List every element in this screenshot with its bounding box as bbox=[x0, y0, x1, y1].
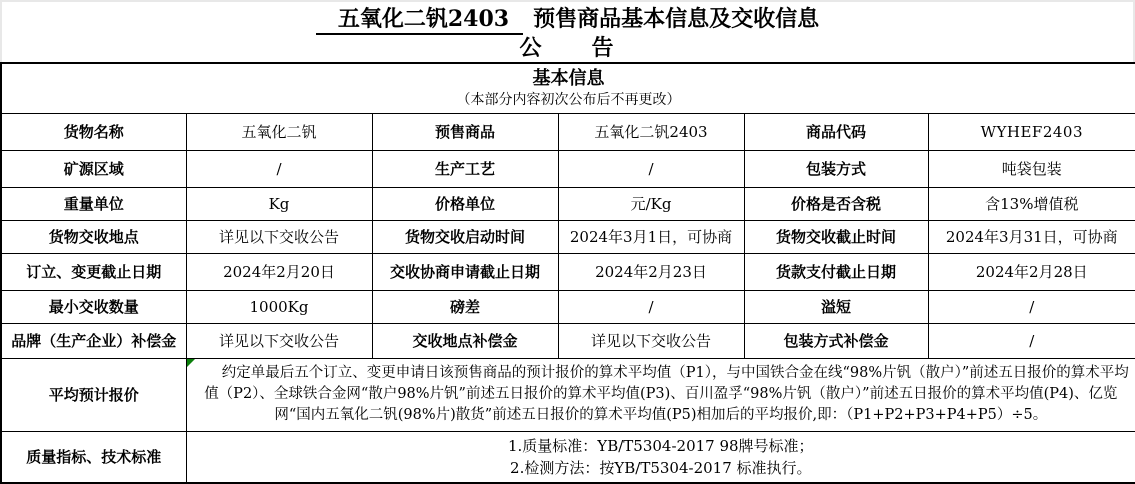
avg-quote-label: 平均预计报价 bbox=[1, 358, 186, 431]
table-row bbox=[1, 220, 1135, 253]
label-cell: 货款支付截止日期 bbox=[744, 253, 928, 290]
label-cell: 货物名称 bbox=[1, 113, 186, 150]
label-cell: 货物交收截止时间 bbox=[744, 220, 928, 253]
quality-cell bbox=[186, 431, 1135, 483]
table-row bbox=[1, 253, 1135, 290]
label-cell: 商品代码 bbox=[744, 113, 928, 150]
label-cell: 重量单位 bbox=[1, 187, 186, 220]
value-cell: 详见以下交收公告 bbox=[186, 323, 372, 358]
value-cell: / bbox=[186, 150, 372, 187]
value-cell: 2024年3月31日，可协商 bbox=[928, 220, 1135, 253]
section-header-row bbox=[1, 63, 1135, 113]
table-row bbox=[1, 323, 1135, 358]
value-cell: 含13%增值税 bbox=[928, 187, 1135, 220]
value-cell: 详见以下交收公告 bbox=[558, 323, 744, 358]
label-cell: 磅差 bbox=[372, 290, 558, 323]
section-note: （本部分内容初次公布后不再更改） bbox=[456, 92, 681, 109]
label-cell: 订立、变更截止日期 bbox=[1, 253, 186, 290]
avg-quote-cell bbox=[186, 358, 1135, 431]
quality-line-1: 1.质量标准：YB/T5304-2017 98牌号标准； bbox=[507, 436, 814, 455]
excel-error-marker-icon bbox=[187, 359, 195, 367]
value-cell: 2024年2月20日 bbox=[186, 253, 372, 290]
quality-label: 质量指标、技术标准 bbox=[1, 431, 186, 483]
label-cell: 包装方式 bbox=[744, 150, 928, 187]
value-cell: Kg bbox=[186, 187, 372, 220]
section-header-cell bbox=[1, 63, 1135, 113]
label-cell: 货物交收启动时间 bbox=[372, 220, 558, 253]
value-cell: 详见以下交收公告 bbox=[186, 220, 372, 253]
quality-row bbox=[1, 431, 1135, 483]
title-line2: 公 告 bbox=[519, 35, 616, 61]
value-cell: 1000Kg bbox=[186, 290, 372, 323]
page-title bbox=[0, 0, 1135, 62]
table-row bbox=[1, 187, 1135, 220]
value-cell: 2024年2月23日 bbox=[558, 253, 744, 290]
value-cell: 五氧化二钒 bbox=[186, 113, 372, 150]
value-cell: 2024年2月28日 bbox=[928, 253, 1135, 290]
value-cell: / bbox=[928, 323, 1135, 358]
label-cell: 交收地点补偿金 bbox=[372, 323, 558, 358]
value-cell: 2024年3月1日，可协商 bbox=[558, 220, 744, 253]
section-title: 基本信息 bbox=[532, 68, 605, 90]
label-cell: 溢短 bbox=[744, 290, 928, 323]
title-product-code: 五氧化二钒2403 bbox=[316, 6, 523, 35]
value-cell: / bbox=[928, 290, 1135, 323]
label-cell: 价格单位 bbox=[372, 187, 558, 220]
value-cell: 元/Kg bbox=[558, 187, 744, 220]
avg-quote-row bbox=[1, 358, 1135, 431]
table-row bbox=[1, 150, 1135, 187]
label-cell: 预售商品 bbox=[372, 113, 558, 150]
value-cell: WYHEF2403 bbox=[928, 113, 1135, 150]
table-row bbox=[1, 290, 1135, 323]
basic-info-table bbox=[0, 62, 1135, 484]
label-cell: 货物交收地点 bbox=[1, 220, 186, 253]
label-cell: 矿源区域 bbox=[1, 150, 186, 187]
quality-line-2: 2.检测方法：按YB/T5304-2017 标准执行。 bbox=[510, 458, 812, 477]
value-cell: 吨袋包装 bbox=[928, 150, 1135, 187]
value-cell: 五氧化二钒2403 bbox=[558, 113, 744, 150]
label-cell: 最小交收数量 bbox=[1, 290, 186, 323]
avg-quote-text: 约定单最后五个订立、变更申请日该预售商品的预计报价的算术平均值（P1），与中国铁合金在线“98%片钒（散户）”前述五日报价的算术平均值（P2）、全球铁合金网“散户98%片钒”前述五日报价的算术平均值(P3)、百川盈孚“98%片钒（散户）”前述五日报价的算术平均值(P4)、亿览网“国内五氧化二钒(98%片)散货”前述五日报价的算术平均值(P5)相加后的平均报价,即：（P1+P2+P3+P4+P5）÷5。 bbox=[204, 365, 1129, 423]
label-cell: 包装方式补偿金 bbox=[744, 323, 928, 358]
value-cell: / bbox=[558, 150, 744, 187]
value-cell: / bbox=[558, 290, 744, 323]
label-cell: 价格是否含税 bbox=[744, 187, 928, 220]
label-cell: 品牌（生产企业）补偿金 bbox=[1, 323, 186, 358]
title-line1-rest: 预售商品基本信息及交收信息 bbox=[533, 6, 820, 32]
label-cell: 生产工艺 bbox=[372, 150, 558, 187]
title-line1 bbox=[2, 6, 1133, 35]
label-cell: 交收协商申请截止日期 bbox=[372, 253, 558, 290]
table-row bbox=[1, 113, 1135, 150]
